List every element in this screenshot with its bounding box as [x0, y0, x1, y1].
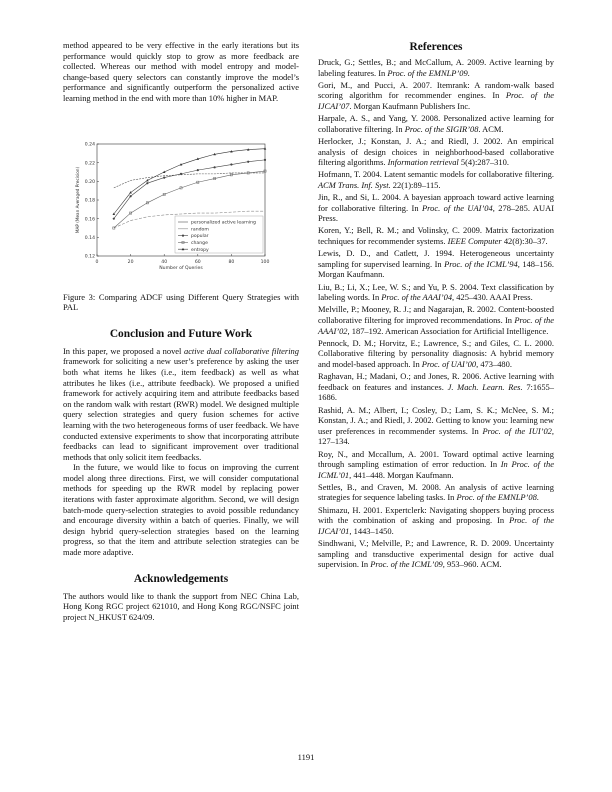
- reference-tail: , 1443–1450.: [349, 525, 394, 536]
- reference-item: [318, 449, 554, 481]
- reference-item: [318, 405, 554, 447]
- reference-tail: 22(1):89–115.: [390, 179, 441, 190]
- reference-text: Koren, Y.; Bell, R. M.; and Volinsky, C. 2009. Matrix factorization techniques for recommender systems.: [318, 225, 554, 247]
- y-tick-label: 0.12: [84, 254, 95, 260]
- figure-caption: Figure 3: Comparing ADCF using Different Query Strategies with PAL: [63, 291, 299, 313]
- x-tick-label: 100: [260, 259, 270, 265]
- figure-3: [63, 138, 299, 286]
- x-tick-label: 60: [194, 259, 201, 265]
- x-axis-label: Number of Queries: [159, 265, 203, 271]
- data-point: [130, 195, 132, 197]
- reference-tail: 5(4):287–310.: [458, 157, 509, 168]
- reference-item: [318, 538, 554, 570]
- reference-venue: Information retrieval: [387, 157, 459, 168]
- data-point: [264, 158, 266, 160]
- intro-paragraph: method appeared to be very effective in the early iterations but its performance would quickly stop to grow as more feedback are collected. Whereas our method with model entropy and model-change-based query selectors can constantly improve the model’s performance and significantly outperform the personalized active learning method in the end with more than 10% higher in MAP.: [63, 40, 299, 103]
- reference-item: [318, 57, 554, 78]
- reference-item: [318, 248, 554, 280]
- reference-venue: Proc. of the AAAI’04: [381, 292, 453, 303]
- reference-text: Settles, B., and Craven, M. 2008. An analysis of active learning strategies for sequence labeling tasks. In: [318, 481, 554, 503]
- y-tick-label: 0.24: [84, 142, 95, 148]
- reference-tail: , 441–448. Morgan Kaufmann.: [349, 469, 454, 480]
- left-column: [63, 40, 299, 622]
- reference-item: [318, 371, 554, 403]
- reference-item: [318, 505, 554, 537]
- reference-venue: Proc. of the IJCAI’07: [318, 90, 554, 111]
- y-tick-label: 0.16: [84, 216, 95, 222]
- reference-venue: IEEE Computer: [447, 236, 502, 247]
- series-line: [114, 172, 265, 187]
- reference-tail: , 148–156. Morgan Kaufmann.: [318, 258, 554, 280]
- reference-tail: . ACM.: [478, 123, 504, 134]
- reference-text: Hofmann, T. 2004. Latent semantic models for collaborative filtering.: [318, 169, 554, 180]
- reference-tail: .: [467, 67, 470, 78]
- reference-tail: , 187–192. American Association for Artificial Intelligence.: [347, 325, 549, 336]
- page-number: 1191: [297, 752, 315, 762]
- reference-text: Druck, G.; Settles, B.; and McCallum, A. 2009. Active learning by labeling features. In: [318, 57, 554, 78]
- reference-venue: Proc. of the AAAI’02: [318, 315, 554, 336]
- reference-text: Herlocker, J.; Konstan, J. A.; and Riedl, J. 2002. An empirical analysis of design choices in neighborhood-based collaborative filtering algorithms.: [318, 135, 554, 168]
- reference-tail: , 425–430. AAAI Press.: [452, 292, 533, 303]
- reference-tail: , 127–134.: [318, 425, 554, 447]
- y-tick-label: 0.18: [84, 198, 95, 204]
- legend-label: random: [191, 226, 209, 232]
- reference-text: Pennock, D. M.; Horvitz, E.; Lawrence, S.; and Giles, C. L. 2000. Collaborative filtering by personality diagnosis: A hybrid memory and model-based approach. In: [318, 337, 554, 369]
- right-column: [318, 40, 554, 571]
- conclusion-p1-emphasis: active dual collaborative filtering: [183, 345, 299, 356]
- legend-label: entropy: [191, 247, 209, 253]
- data-point: [180, 172, 182, 174]
- series-line: [114, 159, 265, 218]
- reference-item: [318, 192, 554, 224]
- data-point: [113, 217, 115, 219]
- reference-item: [318, 169, 554, 190]
- reference-venue: Proc. of the ICML’94: [444, 258, 518, 269]
- reference-tail: , 473–480.: [476, 358, 512, 369]
- reference-venue: Proc. of the SIGIR’08: [404, 123, 479, 134]
- reference-venue: J. Mach. Learn. Res.: [447, 381, 523, 392]
- references-heading: References: [409, 41, 463, 53]
- data-point: [146, 182, 148, 184]
- reference-text: Harpale, A. S., and Yang, Y. 2008. Personalized active learning for collaborative filtering. In: [318, 113, 554, 134]
- data-point: [214, 166, 216, 168]
- data-point: [129, 191, 132, 193]
- conclusion-p1-part-b: framework for soliciting a new user’s preference by asking the user both what items he likes (i.e., item feedback) as well as what attributes he likes (i.e., attribute feedback). We proposed a unified framework for actively acquiring item and attribute feedbacks based on the random walk with restart (RWR) model. We designed multiple query selection strategies and query fusion schemes for active learning with the two heterogeneous forms of user feedback. We have conducted extensive experiments to show that incorporating attribute feedbacks can lead to significant improvement over traditional methods that only solicit item feedbacks.: [63, 356, 299, 462]
- reference-tail: , 953–960. ACM.: [442, 559, 502, 570]
- reference-venue: Proc. of the UAI’04: [422, 202, 493, 213]
- map-line-chart: [63, 138, 299, 286]
- reference-venue: Proc. of the EMNLP’09: [387, 67, 468, 78]
- legend-label: popular: [191, 233, 209, 239]
- data-point: [182, 234, 184, 236]
- reference-text: Sindhwani, V.; Melville, P.; and Lawrence, R. D. 2009. Uncertainty sampling and transductive experimental design for active dual supervision. In: [318, 538, 554, 570]
- reference-item: [318, 113, 554, 134]
- reference-text: Jin, R., and Si, L. 2004. A bayesian approach toward active learning for collaborative filtering. In: [318, 192, 554, 213]
- reference-text: Liu, B.; Li, X.; Lee, W. S.; and Yu, P. S. 2004. Text classification by labeling words. In: [318, 281, 554, 303]
- reference-venue: In Proc. of the ICML’01: [318, 459, 554, 480]
- reference-tail: . Morgan Kaufmann Publishers Inc.: [349, 100, 471, 111]
- reference-text: Melville, P.; Mooney, R. J.; and Nagarajan, R. 2002. Content-boosted collaborative filtering for improved recommendations. In: [318, 304, 554, 325]
- reference-venue: Proc. of the EMNLP’08: [456, 492, 537, 503]
- conclusion-paragraph-1: [63, 346, 299, 463]
- x-tick-label: 80: [228, 259, 235, 265]
- reference-venue: ACM Trans. Inf. Syst.: [318, 179, 391, 190]
- y-axis-label: MAP (Mean Averaged Precision): [75, 166, 80, 233]
- conclusion-p1-part-a: In this paper, we proposed a novel: [63, 345, 184, 356]
- reference-item: [318, 282, 554, 303]
- legend-label: change: [191, 240, 208, 246]
- y-tick-label: 0.22: [84, 160, 95, 166]
- x-tick-label: 20: [127, 259, 134, 265]
- reference-tail: 42(8):30–37.: [501, 236, 548, 247]
- conclusion-heading: Conclusion and Future Work: [109, 327, 253, 340]
- reference-text: Rashid, A. M.; Albert, I.; Cosley, D.; Lam, S. K.; McNee, S. M.; Konstan, J. A.; and Riedl, J. 2002. Getting to know you: learning new user preferences in recommender systems. In: [318, 404, 554, 436]
- series-line: [114, 148, 265, 213]
- reference-text: Raghavan, H.; Madani, O.; and Jones, R. 2006. Active learning with feedback on features and instances.: [318, 371, 554, 392]
- data-point: [230, 163, 232, 165]
- data-point: [197, 169, 199, 171]
- reference-item: [318, 338, 554, 370]
- reference-item: [318, 136, 554, 168]
- reference-text: Shimazu, H. 2001. Expertclerk: Navigating shoppers buying process with the combination of asking and proposing. In: [318, 504, 554, 526]
- y-tick-label: 0.14: [84, 235, 95, 241]
- reference-venue: Proc. of the ICML’09: [370, 559, 443, 570]
- data-point: [163, 176, 165, 178]
- conclusion-paragraph-2: In the future, we would like to focus on improving the current model along three directions. First, we will consider computational methods for speeding up the RWR model by replacing power iterations with faster approximate algorithm. Second, we will design batch-mode query-selection strategies to avoid possible redundancy and encourage diversity within a batch of queries. Finally, we will design hybrid query-selection strategies based on the learning progress, so that the item and attribute selection strategies can be made more adaptive.: [63, 462, 299, 558]
- reference-text: Lewis, D. D., and Catlett, J. 1994. Heterogeneous uncertainty sampling for supervised learning. In: [318, 248, 554, 269]
- reference-item: [318, 304, 554, 336]
- reference-item: [318, 80, 554, 112]
- data-point: [247, 160, 249, 162]
- reference-text: Roy, N., and Mccallum, A. 2001. Toward optimal active learning through sampling estimation of error reduction. In: [318, 448, 554, 470]
- acknowledgements-heading: Acknowledgements: [133, 572, 229, 585]
- y-tick-label: 0.20: [84, 179, 95, 185]
- reference-venue: Proc. of the IUI’02: [482, 425, 552, 436]
- reference-item: [318, 482, 554, 503]
- reference-venue: Proc. of the IJCAI’01: [318, 515, 554, 536]
- acknowledgements-paragraph: The authors would like to thank the support from NEC China Lab, Hong Kong RGC project 621010, and Hong Kong RGC/NSFC joint project N_HKUST 624/09.: [63, 590, 299, 622]
- reference-tail: .: [536, 492, 539, 503]
- legend-label: personalized active learning: [191, 220, 256, 226]
- reference-venue: Proc. of UAI’00: [421, 358, 477, 369]
- x-tick-label: 40: [161, 259, 168, 265]
- reference-text: Gori, M., and Pucci, A. 2007. Itemrank: A random-walk based scoring algorithm for recommender engines. In: [318, 79, 554, 101]
- reference-list: [318, 57, 554, 570]
- reference-tail: , 278–285. AUAI Press.: [318, 202, 555, 224]
- reference-tail: 7:1655–1686.: [318, 381, 554, 403]
- x-tick-label: 0: [95, 259, 99, 265]
- reference-item: [318, 225, 554, 246]
